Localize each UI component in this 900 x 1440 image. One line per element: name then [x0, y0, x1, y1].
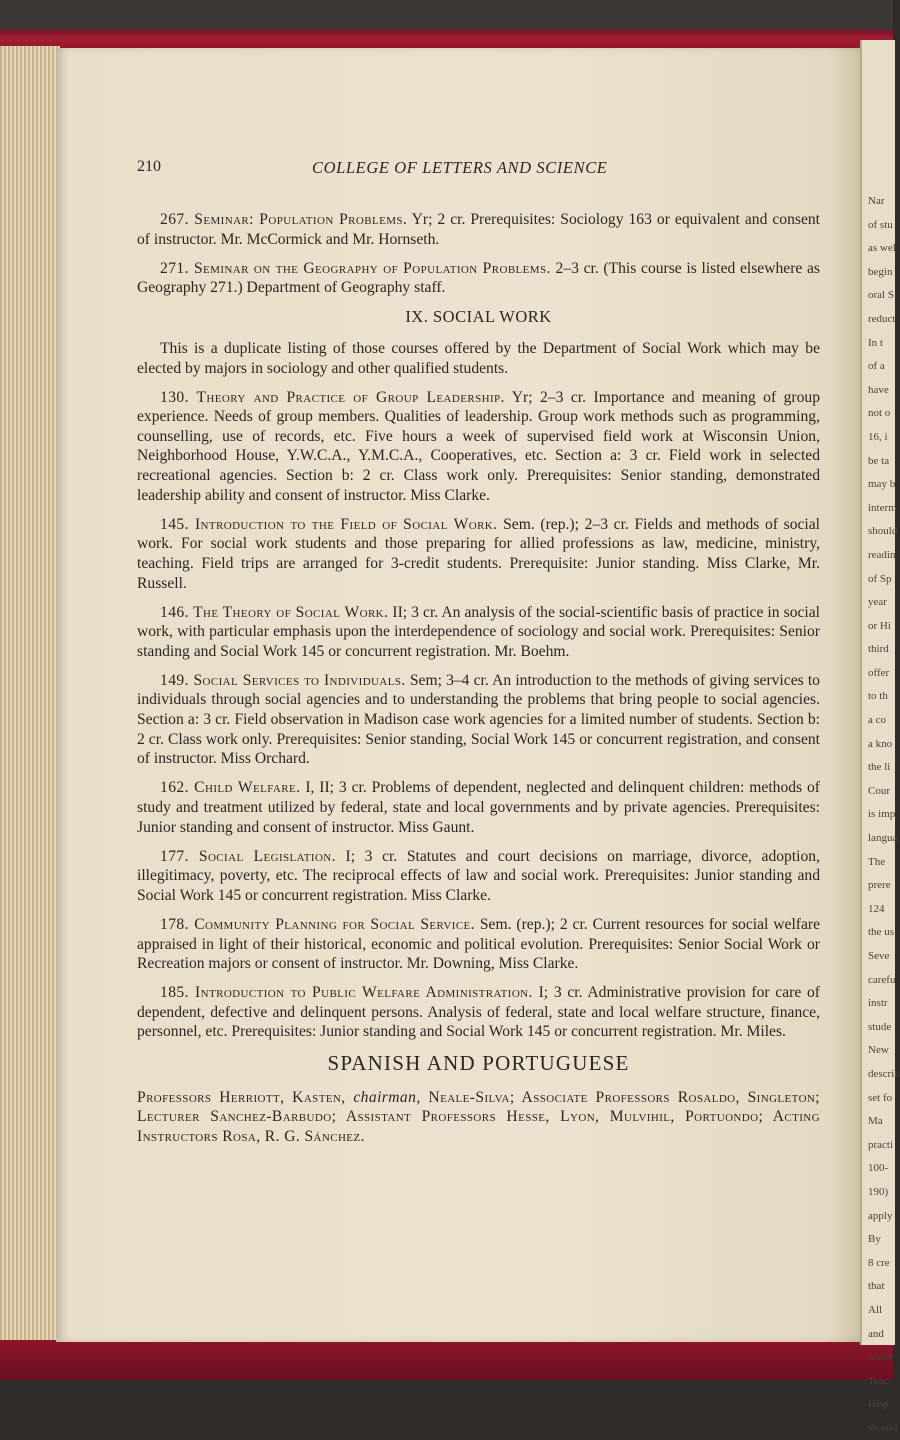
- next-page-fragment: Ma: [868, 1115, 883, 1128]
- next-page-fragment: stude: [868, 1020, 892, 1033]
- next-page-fragment: Seve: [868, 950, 890, 962]
- next-page-fragment: that: [868, 1280, 885, 1293]
- next-page-fragment: should: [868, 1421, 898, 1434]
- next-page-fragment: may b: [868, 478, 896, 491]
- course-title: 146. The Theory of Social Work.: [160, 603, 389, 621]
- next-page-fragment: 124: [868, 902, 885, 915]
- next-page-edge: [860, 40, 900, 1434]
- next-page-fragment: should: [868, 525, 898, 538]
- next-page-fragment: describ: [868, 1067, 900, 1080]
- course-description: I; 3 cr. Administrative provision for care of dependent, defective and delinquent persons. Analysis of federal, state and local welfare structure, finance, personnel, etc. Prerequisites: Junior standing and Social Work 145 or concurrent registration. Mr. Miles.: [137, 984, 820, 1041]
- course-entry: [137, 515, 820, 593]
- next-page-fragment: reduct: [868, 312, 896, 325]
- next-page-fragment: langua: [868, 832, 898, 845]
- course-description: Sem; 3–4 cr. An introduction to the methods of giving services to individuals through social agencies and to understanding the problems that bring people to social agencies. Section a: 3 cr. Field observation in Madison case work agencies for a limited number of students. Section b: 2 cr. Class work only. Prerequisites: Senior standing, Social Work 145 or concurrent registration, and consent of instructor. Miss Orchard.: [137, 671, 820, 768]
- next-page-fragment: oral S: [868, 289, 894, 302]
- next-page-fragment: apply: [868, 1209, 893, 1222]
- next-page-fragment: histor: [868, 1351, 894, 1364]
- next-page-fragment: All: [868, 1303, 883, 1316]
- next-page-fragment: Hisp: [868, 1398, 889, 1411]
- next-page-fragment: or Hi: [868, 619, 891, 632]
- next-page-fragment: as wel: [868, 242, 896, 255]
- course-description: 2–3 cr. (This course is listed elsewhere as Geography 271.) Department of Geography staff.: [137, 259, 820, 297]
- department-heading: SPANISH AND PORTUGUESE: [327, 1050, 630, 1075]
- next-page-fragment: of a: [868, 360, 885, 373]
- course-title: 178. Community Planning for Social Service.: [160, 915, 475, 933]
- course-entry: [137, 259, 820, 298]
- next-page-fragment: The: [868, 855, 886, 868]
- next-page-fragment: the li: [868, 761, 891, 774]
- course-title: 130. Theory and Practice of Group Leadership.: [160, 388, 505, 406]
- course-description: Yr; 2–3 cr. Importance and meaning of group experience. Needs of group members. Qualities of leadership. Group work methods such as programming, counselling, use of records, etc. Five hours a week of supervised field work at Wisconsin Union, Neighborhood House, Y.W.C.A., Y.M.C.A., Cooperatives, etc. Section a: 3 cr. Field work in selected recreational agencies. Section b: 2 cr. Class work only. Prerequisites: Senior standing, demonstrated leadership ability and consent of instructor. Miss Clarke.: [137, 388, 820, 504]
- staff-list-part: , Neale-Silva; Associate Professors Rosaldo, Singleton; Lecturer Sanchez-Barbudo; Assistant Professors Hesse, Lyon, Mulvihil, Portuondo; Acting Instructors Rosa, R. G. Sánchez.: [137, 1088, 821, 1145]
- book-cover-bottom: [0, 1340, 893, 1380]
- course-title: 267. Seminar: Population Problems.: [160, 211, 408, 228]
- next-page-fragment: be ta: [868, 454, 890, 467]
- next-page-fragment: interm: [868, 501, 897, 514]
- running-head: COLLEGE OF LETTERS AND SCIENCE: [312, 158, 608, 177]
- next-page-fragment: have: [868, 383, 889, 396]
- course-description: Yr; 2 cr. Prerequisites: Sociology 163 or equivalent and consent of instructor. Mr. McCormick and Mr. Hornseth.: [137, 211, 820, 248]
- next-page-fragment: third: [868, 643, 889, 656]
- next-page-fragment: offer: [868, 666, 890, 679]
- course-entry: [137, 210, 820, 249]
- page-number: 210: [137, 158, 161, 175]
- page-stack-edge: [0, 46, 60, 1346]
- course-description: I; 3 cr. Statutes and court decisions on marriage, divorce, adoption, illegitimacy, poverty, etc. The reciprocal effects of law and social work. Prerequisites: Junior standing and Social Work 145 or concurrent registration. Miss Clarke.: [137, 847, 820, 904]
- next-page-fragment: and: [868, 1327, 884, 1340]
- course-title: 145. Introduction to the Field of Social Work.: [160, 515, 498, 533]
- course-entry: [137, 983, 820, 1042]
- page-content: [137, 210, 820, 1146]
- course-entry: [137, 847, 820, 906]
- next-page-fragment: 100-: [868, 1162, 889, 1175]
- next-page-fragment: By: [868, 1233, 881, 1246]
- course-entry: [137, 671, 820, 769]
- next-page-fragment: to th: [868, 690, 888, 703]
- next-page-fragment: 190): [868, 1185, 889, 1198]
- next-page-fragments: [862, 40, 900, 1440]
- course-title: 271. Seminar on the Geography of Population Problems.: [160, 259, 551, 277]
- next-page-fragment: instr: [868, 997, 888, 1010]
- section-intro: This is a duplicate listing of those courses offered by the Department of Social Work which may be elected by majors in sociology and other qualified students.: [137, 339, 820, 377]
- course-entry: [137, 603, 820, 662]
- course-title: 185. Introduction to Public Welfare Administration.: [160, 984, 533, 1002]
- next-page-fragment: prere: [868, 879, 891, 892]
- next-page-fragment: 16, i: [868, 430, 888, 443]
- next-page-fragment: of Sp: [868, 572, 892, 585]
- next-page-fragment: Cour: [868, 784, 890, 797]
- course-description: II; 3 cr. An analysis of the social-scientific basis of practice in social work, with particular emphasis upon the interdependence of sociology and social work. Prerequisites: Senior standing and Social Work 145 or concurrent registration. Mr. Boehm.: [137, 603, 820, 660]
- next-page-fragment: is imp: [868, 808, 896, 821]
- book-top-edge: [0, 0, 893, 34]
- chairman-label: chairman: [353, 1088, 417, 1106]
- course-description: Sem. (rep.); 2 cr. Current resources for social welfare appraised in light of their historical, economic and political evolution. Prerequisites: Senior Social Work or Recreation majors or consent of instructor. Mr. Downing, Miss Clarke.: [137, 915, 821, 973]
- course-description: Sem. (rep.); 2–3 cr. Fields and methods of social work. For social work students and those preparing for allied professions as law, medicine, ministry, teaching. Field trips are arranged for 3-credit students. Prerequisite: Junior standing. Miss Clarke, Mr. Russell.: [137, 515, 821, 592]
- course-title: 177. Social Legislation.: [160, 847, 336, 865]
- course-description: I, II; 3 cr. Problems of dependent, neglected and delinquent children: methods of study and treatment utilized by federal, state and local governments and by private agencies. Prerequisites: Junior standing and consent of instructor. Miss Gaunt.: [137, 779, 820, 836]
- next-page-fragment: practi: [868, 1138, 894, 1151]
- next-page-fragment: readin: [868, 548, 896, 561]
- next-page-fragment: 8 cre: [868, 1256, 890, 1269]
- course-title: 162. Child Welfare.: [160, 779, 301, 797]
- next-page-fragment: carefu: [868, 973, 896, 986]
- next-page-fragment: a co: [868, 714, 887, 727]
- next-page-fragment: In t: [868, 336, 883, 349]
- department-staff: [137, 1088, 820, 1147]
- staff-list-part: Professors Herriott, Kasten,: [137, 1088, 354, 1106]
- next-page-fragment: a kno: [868, 737, 893, 750]
- next-page-fragment: begin: [868, 265, 893, 278]
- next-page-fragment: Teac: [868, 1374, 889, 1387]
- course-title: 149. Social Services to Individuals.: [160, 671, 406, 689]
- next-page-fragment: year: [868, 596, 887, 609]
- next-page-fragment: Nar: [868, 195, 885, 207]
- course-entry: [137, 915, 820, 974]
- page-header: [137, 158, 837, 182]
- course-entry: [137, 778, 820, 837]
- course-entry: [137, 388, 820, 506]
- next-page-fragment: not o: [868, 407, 891, 420]
- next-page-fragment: of stu: [868, 218, 893, 231]
- section-heading: IX. SOCIAL WORK: [405, 307, 552, 327]
- next-page-fragment: set fo: [868, 1091, 893, 1104]
- next-page-fragment: New: [868, 1044, 889, 1057]
- next-page-fragment: the us: [868, 926, 894, 939]
